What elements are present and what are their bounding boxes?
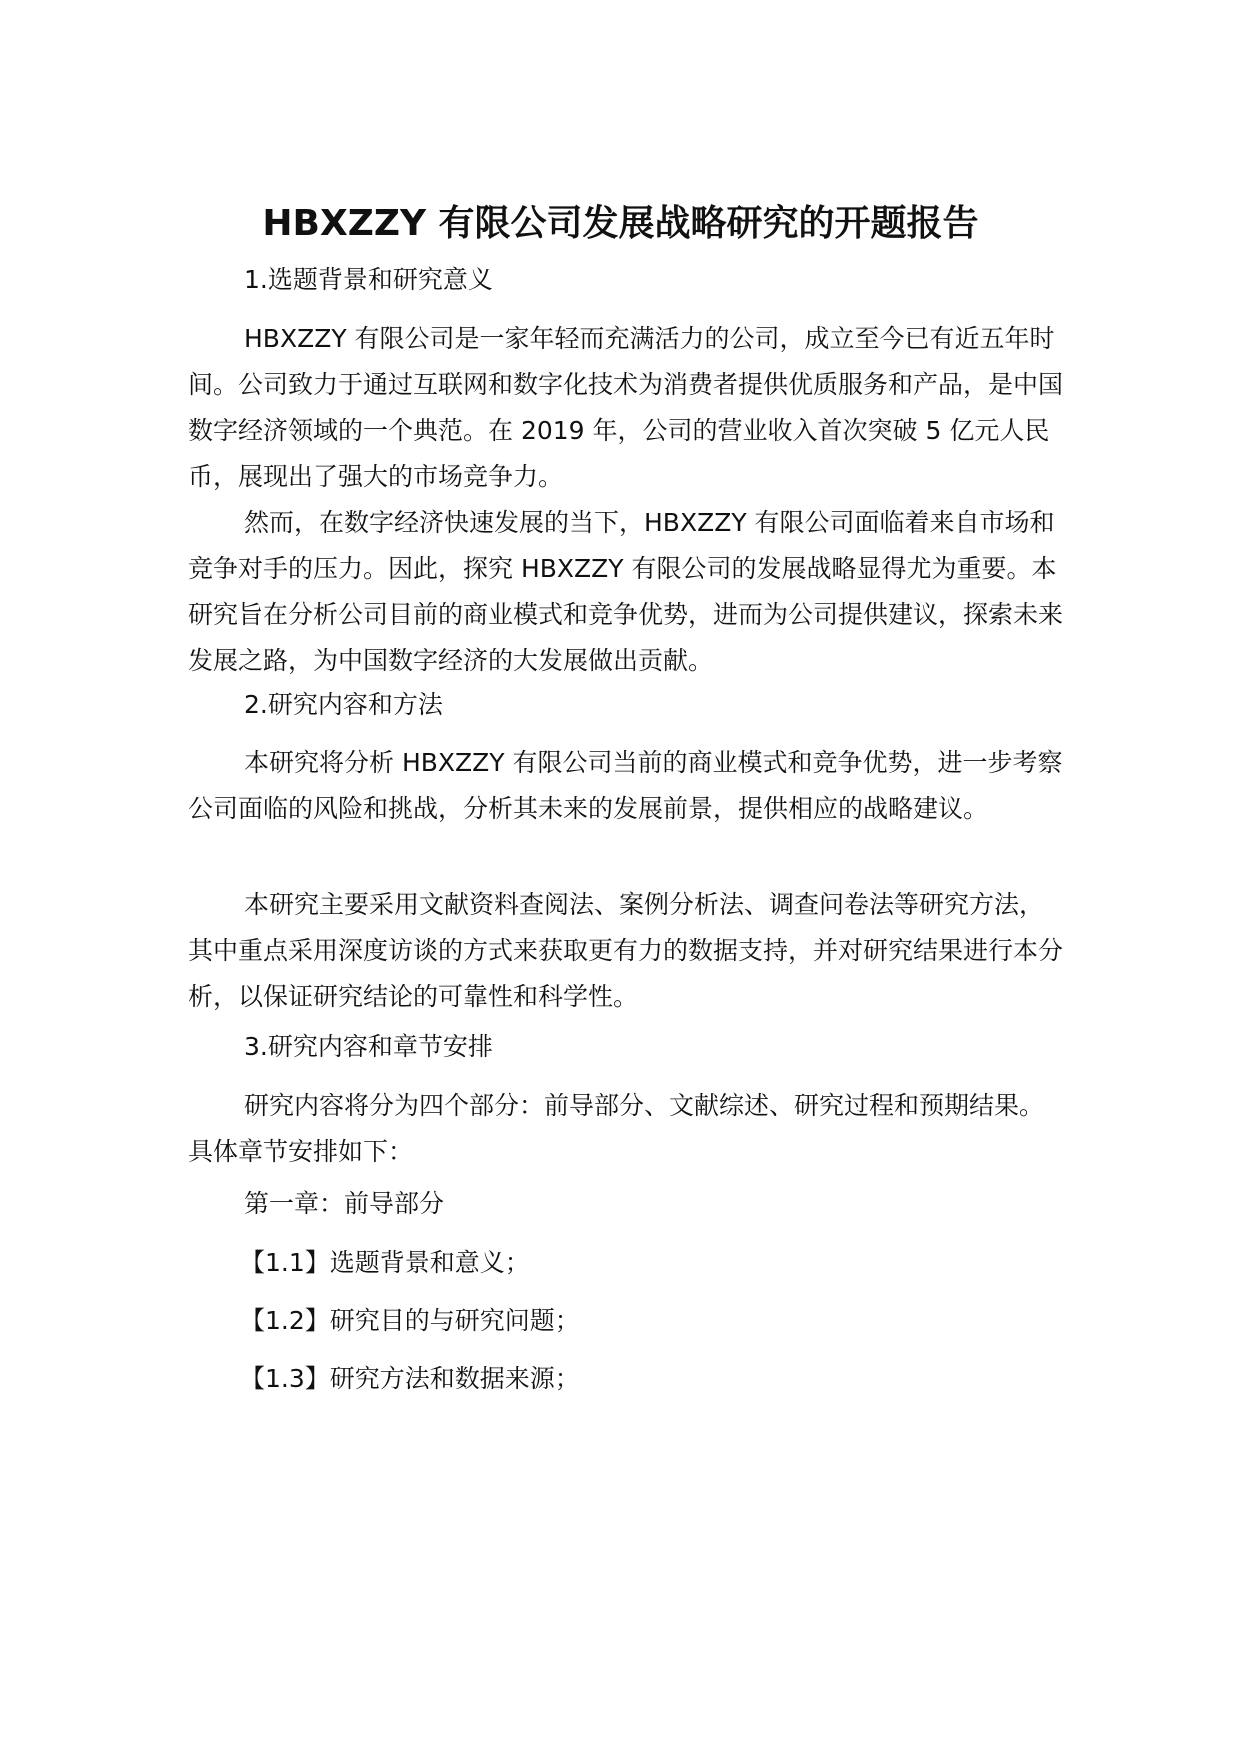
section-heading-1: 1.选题背景和研究意义: [244, 265, 493, 294]
list-item: 【1.3】研究方法和数据来源；: [240, 1364, 580, 1393]
chapter-heading: 第一章：前导部分: [244, 1189, 445, 1218]
section-heading-2: 2.研究内容和方法: [244, 690, 443, 719]
list-item: 【1.1】选题背景和意义；: [240, 1248, 530, 1277]
document-title: HBXZZY 有限公司发展战略研究的开题报告: [262, 203, 979, 245]
paragraph-significance: 然而，在数字经济快速发展的当下，HBXZZY 有限公司面临着来自市场和竞争对手的压力。因此，探究 HBXZZY 有限公司的发展战略显得尤为重要。本研究旨在分析公司目前的商业模式和竞争优势，进而为公司提供建议，探索未来发展之路，为中国数字经济的大发展做出贡献。: [188, 508, 1064, 675]
paragraph-content: 本研究将分析 HBXZZY 有限公司当前的商业模式和竞争优势，进一步考察公司面临的风险和挑战，分析其未来的发展前景，提供相应的战略建议。: [188, 748, 1063, 823]
paragraph-methods: 本研究主要采用文献资料查阅法、案例分析法、调查问卷法等研究方法，其中重点采用深度访谈的方式来获取更有力的数据支持，并对研究结果进行本分析，以保证研究结论的可靠性和科学性。: [188, 890, 1064, 1011]
list-item: 【1.2】研究目的与研究问题；: [240, 1306, 580, 1335]
paragraph-background: HBXZZY 有限公司是一家年轻而充满活力的公司，成立至今已有近五年时间。公司致力于通过互联网和数字化技术为消费者提供优质服务和产品，是中国数字经济领域的一个典范。在 2019 年，公司的营业收入首次突破 5 亿元人民币，展现出了强大的市场竞争力。: [188, 324, 1064, 491]
section-heading-3: 3.研究内容和章节安排: [244, 1032, 493, 1061]
paragraph-structure: 研究内容将分为四个部分：前导部分、文献综述、研究过程和预期结果。具体章节安排如下：: [188, 1091, 1045, 1166]
